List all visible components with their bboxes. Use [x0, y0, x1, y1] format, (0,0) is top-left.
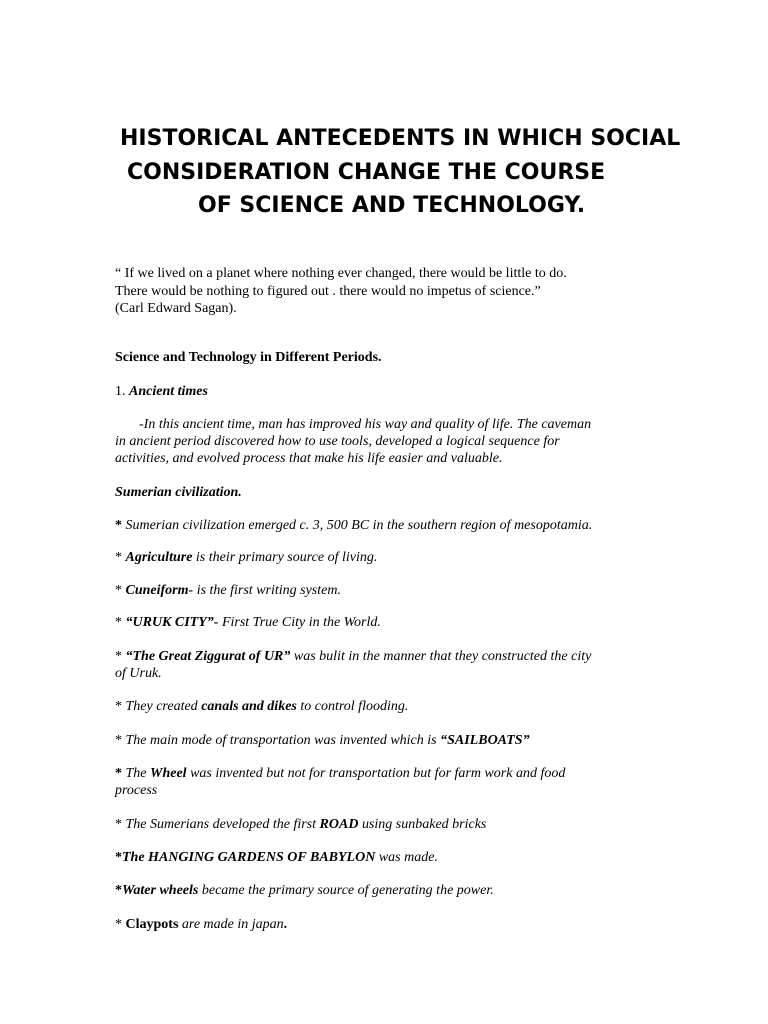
ancient-times-heading [115, 383, 208, 400]
section-heading: Science and Technology in Different Periods. [115, 350, 382, 365]
list-item-bold: The HANGING GARDENS OF BABYLON [122, 850, 376, 865]
list-item [115, 916, 287, 933]
list-item-text: was bulit in the manner that they constructed the city [290, 649, 592, 664]
list-item-bold: Wheel [150, 766, 187, 781]
list-item-text: First True City in the World. [218, 615, 381, 630]
list-item-bold: “SAILBOATS” [440, 733, 530, 748]
ancient-para-dash: - [139, 417, 144, 432]
list-item-continuation: of Uruk. [115, 666, 162, 681]
list-item [115, 698, 408, 715]
list-item-bold: Claypots [125, 917, 179, 932]
list-item-end: . [283, 917, 288, 932]
list-item-text: was invented but not for transportation but for farm work and food [186, 766, 566, 781]
list-item [115, 549, 377, 566]
bullet-star: * [115, 850, 122, 865]
ancient-para-text-1: In this ancient time, man has improved his way and quality of life. The caveman [143, 417, 592, 432]
quote-author: (Carl Edward Sagan). [115, 301, 237, 316]
document-title-line-1: HISTORICAL ANTECEDENTS IN WHICH SOCIAL [120, 126, 681, 151]
list-item-text: is their primary source of living. [192, 550, 378, 565]
quote-line-2: There would be nothing to figured out . there would no impetus of science.” [115, 284, 541, 299]
document-title-line-3: OF SCIENCE AND TECHNOLOGY. [198, 193, 586, 218]
list-item-bold: Agriculture [125, 550, 193, 565]
list-item-bold: canals and dikes [201, 699, 297, 714]
document-title-line-2: CONSIDERATION CHANGE THE COURSE [127, 160, 606, 185]
bullet-star: * [115, 883, 122, 898]
bullet-star: * [115, 917, 126, 932]
list-item-continuation: process [115, 783, 158, 798]
list-item [115, 732, 530, 749]
list-item-bold: Cuneiform- [125, 583, 194, 598]
list-item [115, 765, 565, 782]
ancient-number: 1. [115, 384, 129, 399]
bullet-star: * [115, 817, 126, 832]
bullet-star: * [115, 766, 126, 781]
sumerian-heading: Sumerian civilization. [115, 485, 242, 500]
list-item-text: using sunbaked bricks [358, 817, 487, 832]
quote-line-1: “ If we lived on a planet where nothing ever changed, there would be little to do. [115, 266, 567, 281]
list-item-text: The [125, 766, 150, 781]
list-item [115, 849, 438, 866]
bullet-star: * [115, 649, 126, 664]
list-item-text: is the first writing system. [193, 583, 341, 598]
list-item-text: The main mode of transportation was invented which is [125, 733, 441, 748]
list-item-text: became the primary source of generating the power. [198, 883, 494, 898]
bullet-star: * [115, 733, 126, 748]
bullet-star: * [115, 550, 126, 565]
list-item-text: Sumerian civilization emerged c. 3, 500 BC in the southern region of mesopotamia. [125, 518, 593, 533]
list-item [115, 582, 341, 599]
list-item-bold: Water wheels [122, 883, 199, 898]
list-item [115, 648, 591, 665]
bullet-star: * [115, 615, 126, 630]
list-item-text: are made in japan [178, 917, 284, 932]
list-item [115, 816, 486, 833]
list-item-text: was made. [375, 850, 438, 865]
ancient-para-line-2: in ancient period discovered how to use tools, developed a logical sequence for [115, 434, 560, 449]
list-item-bold: ROAD [319, 817, 359, 832]
bullet-star: * [115, 583, 126, 598]
list-item-bold: “The Great Ziggurat of UR” [125, 649, 291, 664]
list-item-text: to control flooding. [296, 699, 409, 714]
bullet-star: * [115, 699, 126, 714]
list-item [115, 517, 592, 534]
bullet-star: * [115, 518, 126, 533]
ancient-label: Ancient times [129, 384, 208, 399]
list-item-text: They created [125, 699, 202, 714]
list-item-bold: “URUK CITY”- [125, 615, 219, 630]
list-item [115, 614, 381, 631]
ancient-para-line-1 [139, 416, 591, 433]
ancient-para-line-3: activities, and evolved process that make his life easier and valuable. [115, 451, 503, 466]
list-item [115, 882, 494, 899]
list-item-text: The Sumerians developed the first [125, 817, 320, 832]
